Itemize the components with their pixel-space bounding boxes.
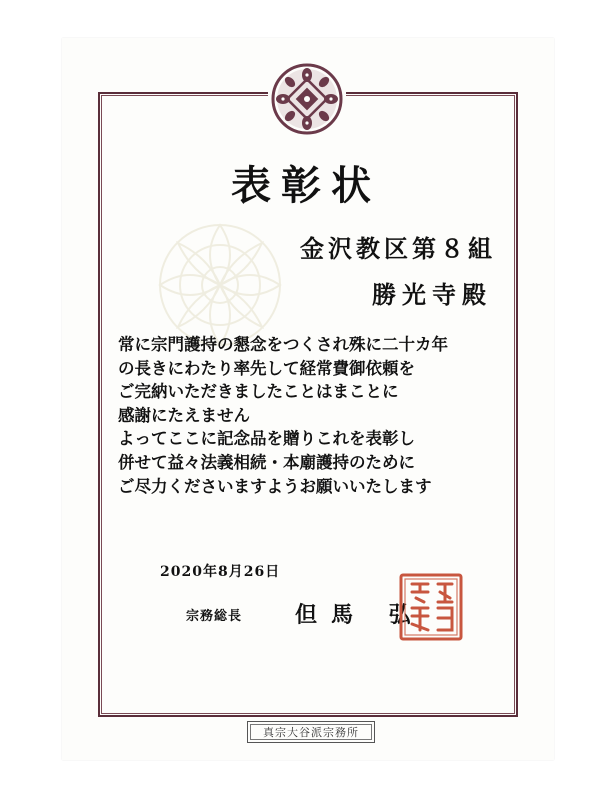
recipient-name: 勝光寺殿: [372, 280, 492, 309]
official-seal-icon: [398, 572, 464, 642]
body-line: の長きにわたり率先して経常費御依頼を: [118, 358, 415, 378]
signer-title: 宗務総長: [186, 609, 243, 624]
certificate-body: [118, 333, 518, 498]
body-line: 感謝にたえません: [118, 405, 250, 425]
body-line: よってここに記念品を贈りこれを表彰し: [118, 429, 415, 449]
award-date: 2020年8月26日: [160, 564, 281, 580]
body-line: 常に宗門護持の懇念をつくされ殊に二十カ年: [118, 335, 448, 354]
sagari-fuji-crest-icon: [271, 63, 343, 135]
issuer-box: [247, 721, 375, 743]
body-line: 併せて益々法義相続・本廟護持のために: [118, 452, 415, 472]
body-line: ご完納いただきましたことはまことに: [118, 382, 399, 402]
body-line: ご尽力くださいますようお願いいたします: [118, 476, 432, 496]
recipient-district: 金沢教区第８組: [300, 234, 496, 263]
signer-name: 但馬 弘: [295, 602, 425, 628]
issuer-name: 真宗大谷派宗務所: [263, 726, 359, 739]
certificate-title: 表彰状: [231, 162, 381, 209]
